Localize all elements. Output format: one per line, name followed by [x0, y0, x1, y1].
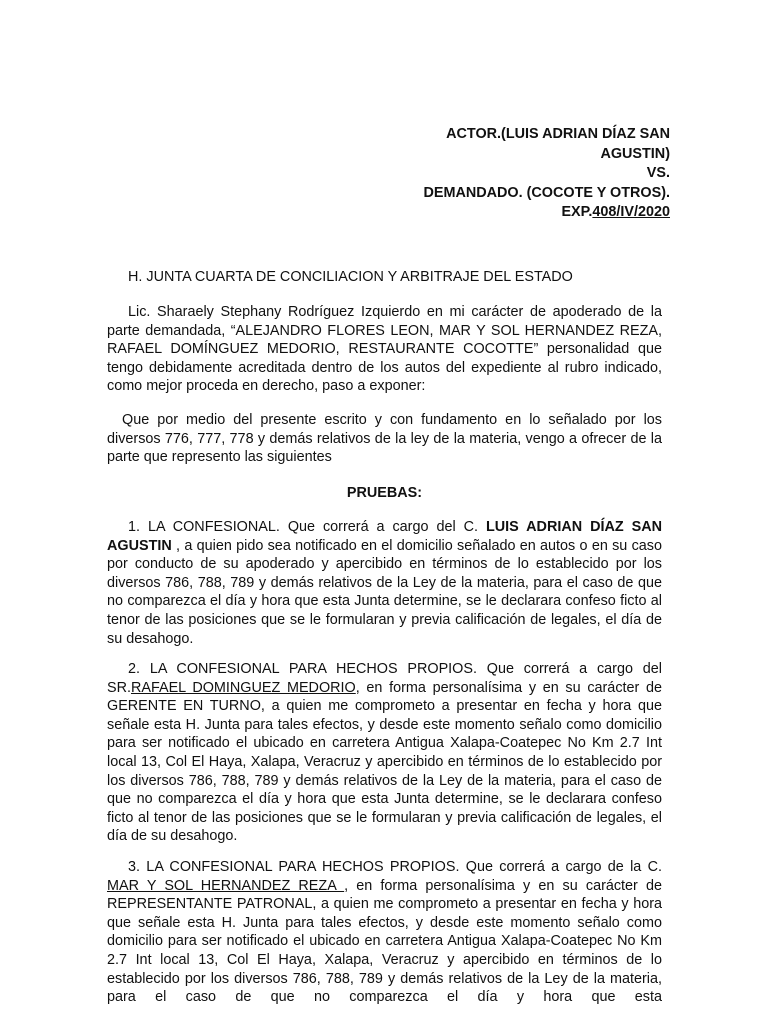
case-number — [380, 203, 670, 223]
evidence-item-2-name: RAFAEL DOMINGUEZ MEDORIO — [131, 679, 356, 696]
exposition-paragraph: Que por medio del presente escrito y con fundamento en lo señalado por los diversos 776, 777, 778 y demás relativos de la ley de la materia, vengo a ofrecer de la parte que represento las siguientes — [107, 412, 662, 466]
evidence-item-1-prefix: 1. LA CONFESIONAL. Que correrá a cargo del C. — [128, 519, 486, 535]
evidence-item-1-text: , a quien pido sea notificado en el domicilio señalado en autos o en su caso por conducto de su apoderado y apercibido en términos de lo establecido por los diversos 786, 788, 789 y demás relativos de la Ley de la materia, para el caso de que no comparezca el día y hora que esta Junta determine, se le declarara confeso ficto al tenor de las posiciones que se le formularan y previa calificación de legales, el día de su desahogo. — [107, 537, 662, 647]
case-number-value: 408/IV/2020 — [592, 204, 670, 220]
actor-line-1: ACTOR.(LUIS ADRIAN DÍAZ SAN — [446, 126, 670, 142]
defendant-line: DEMANDADO. (COCOTE Y OTROS). — [423, 184, 670, 201]
evidence-item-1 — [107, 518, 662, 648]
evidence-item-3-name: MAR Y SOL HERNANDEZ REZA — [107, 877, 345, 894]
case-header — [380, 125, 670, 223]
intro-paragraph: Lic. Sharaely Stephany Rodríguez Izquierdo en mi carácter de apoderado de la parte demandada, “ALEJANDRO FLORES LEON, MAR Y SOL HERNANDEZ REZA, RAFAEL DOMÍNGUEZ MEDORIO, RESTAURANTE COCOTTE” personalidad que tengo debidamente acreditada dentro de los autos del expediente al rubro indicado, como mejor proceda en derecho, paso a exponer: — [107, 304, 662, 395]
evidence-item-3-text: , en forma personalísima y en su carácter de REPRESENTANTE PATRONAL, a quien me comprometo a presentar en fecha y hora que señale esta H. Junta para tales efectos, y desde este momento señalo como domicilio para ser notificado el ubicado en carretera Antigua Xalapa-Coatepec No Km 2.7 Int local 13, Col El Haya, Xalapa, Veracruz y apercibido en términos de lo establecido por los diversos 786, 788, 789 y demás relativos de la Ley de la materia, para el caso de que no comparezca el día y hora que esta — [107, 877, 662, 1006]
actor-line-2: AGUSTIN) — [600, 145, 670, 162]
court-name: H. JUNTA CUARTA DE CONCILIACION Y ARBITRAJE DEL ESTADO — [128, 269, 573, 285]
versus-label: VS. — [646, 165, 670, 181]
case-number-prefix: EXP. — [561, 204, 593, 220]
evidence-item-3 — [107, 858, 662, 1007]
evidence-item-2-text: , en forma personalísima y en su carácter de GERENTE EN TURNO, a quien me comprometo a presentar en fecha y hora que señale esta H. Junta para tales efectos, y desde este momento señalo como domicilio para ser notificado el ubicado en carretera Antigua Xalapa-Coatepec No Km 2.7 Int local 13, Col El Haya, Xalapa, Veracruz y apercibido en términos de lo establecido por los diversos 786, 788, 789 y demás relativos de la Ley de la materia, para el caso de que no comparezca el día y hora que esta Junta determine, se le declarara confeso ficto al tenor de las posiciones que se le formularan y previa calificación de legales, el día de su desahogo. — [107, 679, 662, 845]
evidence-item-1-name: LUIS ADRIAN DÍAZ SAN AGUSTIN — [107, 519, 662, 554]
evidence-item-3-prefix: 3. LA CONFESIONAL PARA HECHOS PROPIOS. Que correrá a cargo de la C. — [128, 859, 662, 875]
evidence-item-2-prefix: 2. LA CONFESIONAL PARA HECHOS PROPIOS. Que correrá a cargo del SR. — [107, 661, 662, 696]
pruebas-heading: PRUEBAS: — [346, 485, 423, 501]
evidence-item-2 — [107, 660, 662, 846]
